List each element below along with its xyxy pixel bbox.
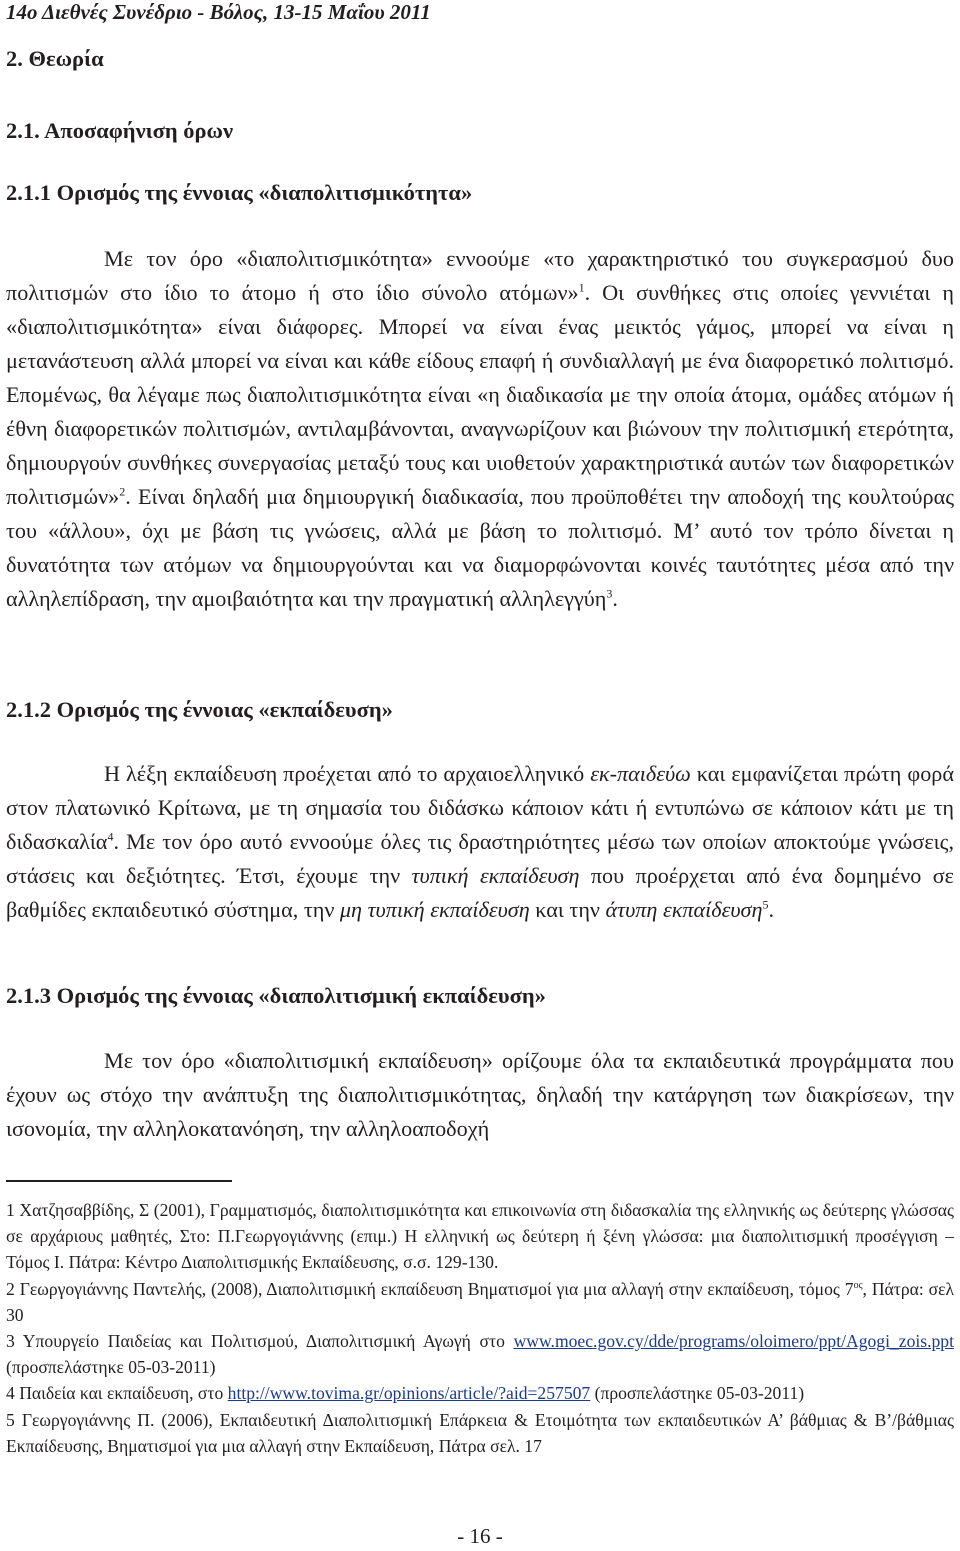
- footnote-5: 5 Γεωργογιάννης Π. (2006), Εκπαιδευτική Διαπολιτισμική Επάρκεια & Ετοιμότητα των εκπαιδευτικών Α’ βάθμιας & Β’/βάθμιας Εκπαίδευσης, Βηματισμοί για μια αλλαγή στην Εκπαίδευση, Πάτρα σελ. 17: [6, 1409, 954, 1456]
- footnote-ref-4: 4: [107, 829, 114, 844]
- paragraph-education: [6, 757, 954, 927]
- paragraph-interculturalism: [6, 242, 954, 616]
- footnote-ref-1: 1: [578, 280, 585, 295]
- italic-term: τυπική εκπαίδευση: [411, 863, 580, 888]
- text-run: Η λέξη εκπαίδευση προέχεται από το αρχαιοελληνικό: [104, 761, 591, 786]
- heading-education: 2.1.2 Ορισμός της έννοιας «εκπαίδευση»: [6, 697, 393, 722]
- footnote-ref-2: 2: [119, 484, 126, 499]
- footnote-ref-5: 5: [762, 897, 769, 912]
- footnotes: [6, 1197, 954, 1459]
- text-run: 4 Παιδεία και εκπαίδευση, στο: [6, 1383, 228, 1404]
- italic-term: μη τυπική εκπαίδευση: [339, 897, 530, 922]
- text-run: . Είναι δηλαδή μια δημιουργική διαδικασία, που προϋποθέτει την αποδοχή της κουλτούρας του «άλλου», όχι με βάση τις γνώσεις, αλλά με βάση το πολιτισμό. Μ’ αυτό τον τρόπο δίνεται η δυνατότητα των ατόμων να δημιουργούνται και να διαμορφώνονται κοινές ταυτότητες μέσα από την αλληλεπίδραση, την αμοιβαιότητα και την πραγματική αλληλεγγύη: [6, 484, 954, 611]
- footnote-3: [6, 1328, 954, 1380]
- text-run: .: [612, 586, 618, 611]
- heading-intercultural-education: 2.1.3 Ορισμός της έννοιας «διαπολιτισμική εκπαίδευση»: [6, 983, 546, 1008]
- heading-theory: 2. Θεωρία: [6, 46, 104, 71]
- superscript: ος: [853, 1279, 863, 1291]
- footnote-ref-3: 3: [606, 586, 613, 601]
- paragraph-intercultural-education: [6, 1044, 954, 1146]
- tovima-link[interactable]: http://www.tovima.gr/opinions/article/?aid=257507: [227, 1383, 591, 1404]
- text-run: Με τον όρο «διαπολιτισμικότητα» εννοούμε «το χαρακτηριστικό του συγκερασμού δυο πολιτισμών στο ίδιο το άτομο ή στο ίδιο σύνολο ατόμων»: [6, 246, 954, 305]
- text-run: (προσπελάστηκε 05-03-2011): [590, 1383, 805, 1404]
- text-run: Με τον όρο «διαπολιτισμική εκπαίδευση» ορίζουμε όλα τα εκπαιδευτικά προγράμματα που έχουν ως στόχο την ανάπτυξη της διαπολιτισμικότητας, δηλαδή την κατάργηση των διακρίσεων, την ισονομία, την αλληλοκατανόηση, την αλληλοαποδοχή: [6, 1048, 954, 1141]
- text-run: . Οι συνθήκες στις οποίες γεννιέται η «διαπολιτισμικότητα» είναι διάφορες. Μπορεί να είναι ένας μεικτός γάμος, μπορεί να είναι η μετανάστευση αλλά μπορεί να είναι και κάθε είδους επαφή ή συνδιαλλαγή με ένα διαφορετικό πολιτισμό. Επομένως, θα λέγαμε πως διαπολιτισμικότητα είναι «η διαδικασία με την οποία άτομα, ομάδες ατόμων ή έθνη διαφορετικών πολιτισμών, αντιλαμβάνονται, αναγνωρίζουν και βιώνουν την πολιτισμική ετερότητα, δημιουργούν συνθήκες συνεργασίας μεταξύ τους και υιοθετούν χαρακτηριστικά αυτών των διαφορετικών πολιτισμών»: [6, 280, 954, 509]
- footnote-4: [6, 1380, 954, 1406]
- text-run: που προέρχεται από ένα δομημένο σε βαθμίδες εκπαιδευτικό σύστημα, την: [6, 863, 954, 922]
- heading-interculturalism: 2.1.1 Ορισμός της έννοιας «διαπολιτισμικότητα»: [6, 180, 473, 205]
- text-run: (προσπελάστηκε 05-03-2011): [6, 1357, 216, 1378]
- text-run: 3 Υπουργείο Παιδείας και Πολιτισμού, Διαπολιτισμική Αγωγή στο: [6, 1331, 514, 1352]
- text-run: και την: [529, 897, 606, 922]
- footnote-2: [6, 1276, 954, 1328]
- text-run: 2 Γεωργογιάννης Παντελής, (2008), Διαπολιτισμική εκπαίδευση Βηματισμοί για μια αλλαγή στην εκπαίδευση, τόμος 7: [6, 1278, 854, 1299]
- text-run: .: [768, 897, 775, 922]
- italic-term: εκ-παιδεύω: [590, 761, 691, 786]
- page-number: - 16 -: [457, 1524, 503, 1548]
- running-head: 14ο Διεθνές Συνέδριο - Βόλος, 13-15 Μαΐου 2011: [6, 0, 431, 24]
- text-run: και εμφανίζεται πρώτη φορά στον πλατωνικό Κρίτωνα, με τη σημασία του διδάσκω κάποιον κάτι ή εντυπώνω σε κάποιον κάτι με τη διδασκαλία: [6, 761, 954, 854]
- italic-term: άτυπη εκπαίδευση: [605, 897, 763, 922]
- heading-terms: 2.1. Αποσαφήνιση όρων: [6, 118, 234, 143]
- text-run: . Με τον όρο αυτό εννοούμε όλες τις δραστηριότητες μέσω των οποίων αποκτούμε γνώσεις, στάσεις και δεξιότητες. Έτσι, έχουμε την: [6, 829, 954, 888]
- footnote-1: 1 Χατζησαββίδης, Σ (2001), Γραμματισμός, διαπολιτισμικότητα και επικοινωνία στη διδασκαλία της ελληνικής ως δεύτερης γλώσσας σε αρχάριους μαθητές, Στο: Π.Γεωργογιάννης (επιμ.) Η ελληνική ως δεύτερη ή ξένη γλώσσα: μια διαπολιτισμική προσέγγιση – Τόμος Ι. Πάτρα: Κέντρο Διαπολιτισμικής Εκπαίδευσης, σ.σ. 129-130.: [6, 1200, 954, 1273]
- text-run: , Πάτρα: σελ 30: [6, 1278, 955, 1325]
- moec-link[interactable]: www.moec.gov.cy/dde/programs/oloimero/ppt/Agogi_zois.ppt: [513, 1331, 954, 1352]
- footnote-separator: [6, 1180, 232, 1182]
